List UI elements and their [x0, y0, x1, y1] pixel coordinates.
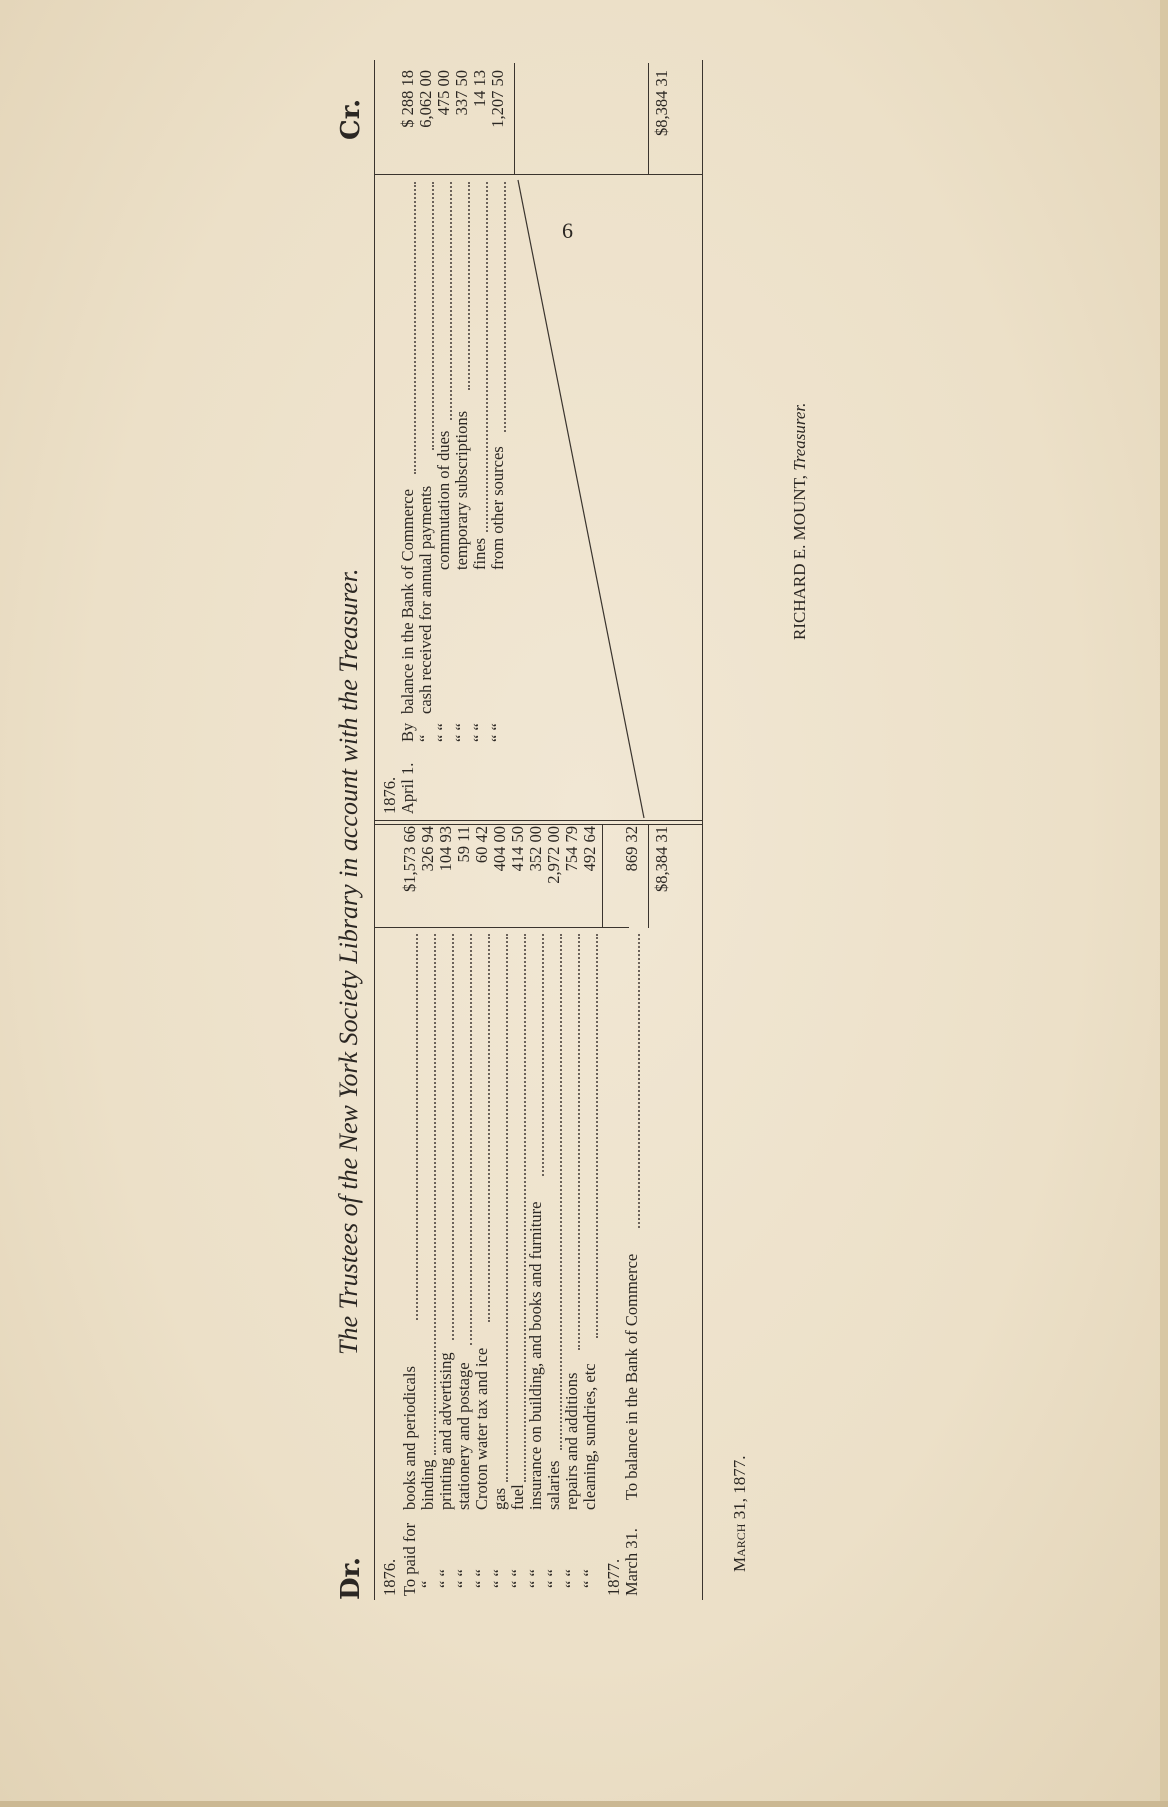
credit-prefix-1: “	[416, 734, 435, 742]
debit-prefix-1: “	[418, 1580, 437, 1588]
leader-dots	[488, 934, 490, 1322]
debit-prefix-9: “ “	[562, 1569, 581, 1588]
credit-desc-2: commutation of dues	[434, 430, 453, 570]
debit-amount-4: 60 42	[472, 826, 491, 864]
debit-prefix-8: “ “	[544, 1569, 563, 1588]
debit-subtotal-rule	[602, 825, 603, 928]
leader-dots	[470, 934, 472, 1345]
debit-desc-10: cleaning, sundries, etc	[580, 1363, 599, 1510]
ledger-rotated	[332, 60, 892, 1600]
debit-amount-7: 352 00	[526, 826, 545, 872]
debit-year-2: 1877.	[604, 1558, 623, 1596]
page-number: 6	[562, 218, 573, 243]
debit-desc-4: Croton water tax and ice	[472, 1347, 491, 1510]
credit-prefix-4: “ “	[470, 723, 489, 742]
leader-dots	[504, 182, 506, 432]
center-divider	[374, 824, 702, 825]
debit-amount-0: $1,573 66	[400, 826, 419, 892]
debit-closing-amount: 869 32	[622, 826, 641, 872]
debit-amount-10: 492 64	[580, 826, 599, 872]
debit-desc-0: books and periodicals	[400, 1366, 419, 1510]
leader-dots	[638, 934, 640, 1228]
ledger-title: The Trustees of the New York Society Library in account with the Treasurer.	[334, 568, 363, 1355]
credit-prefix-2: “ “	[434, 723, 453, 742]
debit-closing-desc: To balance in the Bank of Commerce	[622, 1253, 641, 1500]
credit-prefix-3: “ “	[452, 723, 471, 742]
leader-dots	[432, 182, 434, 450]
debit-desc-6: fuel	[508, 1484, 527, 1510]
debit-amount-3: 59 11	[454, 826, 473, 863]
bottom-rule	[702, 60, 703, 1600]
debit-prefix-7: “ “	[526, 1569, 545, 1588]
debit-desc-3: stationery and postage	[454, 1362, 473, 1510]
date-line: March 31, 1877.	[730, 1455, 749, 1572]
debit-desc-7: insurance on building, and books and furniture	[526, 1201, 545, 1510]
credit-desc-1: cash received for annual payments	[416, 485, 435, 714]
top-rule	[374, 60, 375, 1600]
credit-year: 1876.	[380, 776, 399, 814]
debit-total-rule	[648, 825, 649, 928]
debit-desc-5: gas	[490, 1488, 509, 1510]
debit-prefix-5: “ “	[490, 1569, 509, 1588]
debit-amount-8: 2,972 00	[544, 826, 563, 884]
debit-year: 1876.	[380, 1558, 399, 1596]
credit-desc-4: fines	[470, 537, 489, 570]
credit-amount-2: 475 00	[434, 70, 453, 116]
credit-date: April 1.	[398, 762, 417, 814]
credit-desc-3: temporary subscriptions	[452, 410, 471, 570]
debit-prefix-0: To paid for	[400, 1522, 419, 1596]
cr-label: Cr.	[336, 98, 366, 140]
debit-amount-1: 326 94	[418, 826, 437, 872]
balancing-diagonal-line	[512, 170, 652, 820]
debit-prefix-2: “ “	[436, 1569, 455, 1588]
credit-total-rule	[648, 63, 649, 175]
debit-desc-9: repairs and additions	[562, 1372, 581, 1510]
debit-amount-5: 404 00	[490, 826, 509, 872]
leader-dots	[506, 934, 508, 1482]
paper-edge-bottom	[0, 1801, 1168, 1807]
debit-prefix-10: “ “	[580, 1569, 599, 1588]
debit-prefix-3: “ “	[454, 1569, 473, 1588]
leader-dots	[452, 934, 454, 1340]
signature-role: Treasurer.	[790, 402, 809, 471]
leader-dots	[596, 934, 598, 1338]
credit-prefix-5: “ “	[488, 723, 507, 742]
debit-desc-1: binding	[418, 1459, 437, 1510]
debit-desc-8: salaries	[544, 1460, 563, 1510]
center-divider-2	[374, 820, 702, 821]
debit-closing-date: March 31.	[622, 1528, 641, 1596]
credit-amount-1: 6,062 00	[416, 70, 435, 128]
paper-edge-right	[1160, 0, 1168, 1807]
credit-desc-5: from other sources	[488, 446, 507, 570]
debit-prefix-6: “ “	[508, 1569, 527, 1588]
debit-prefix-4: “ “	[472, 1569, 491, 1588]
credit-amount-0: $ 288 18	[398, 70, 417, 128]
credit-total: $8,384 31	[652, 70, 671, 136]
debit-amount-2: 104 93	[436, 826, 455, 872]
leader-dots	[578, 934, 580, 1350]
credit-amount-5: 1,207 50	[488, 70, 507, 128]
debit-total: $8,384 31	[652, 826, 671, 892]
leader-dots	[542, 934, 544, 1176]
signature-name: RICHARD E. MOUNT,	[790, 475, 809, 640]
debit-amount-col-left	[374, 927, 629, 928]
dr-label: Dr.	[336, 1557, 366, 1600]
credit-prefix-0: By	[398, 722, 417, 742]
signature	[790, 403, 810, 640]
credit-desc-0: balance in the Bank of Commerce	[398, 489, 417, 714]
leader-dots	[416, 934, 418, 1320]
leader-dots	[414, 182, 416, 474]
leader-dots	[450, 182, 452, 420]
credit-subtotal-rule	[514, 63, 515, 175]
credit-amount-4: 14 13	[470, 70, 489, 108]
credit-amount-3: 337 50	[452, 70, 471, 116]
debit-amount-6: 414 50	[508, 826, 527, 872]
leader-dots	[468, 182, 470, 390]
debit-desc-2: printing and advertising	[436, 1352, 455, 1510]
debit-amount-9: 754 79	[562, 826, 581, 872]
